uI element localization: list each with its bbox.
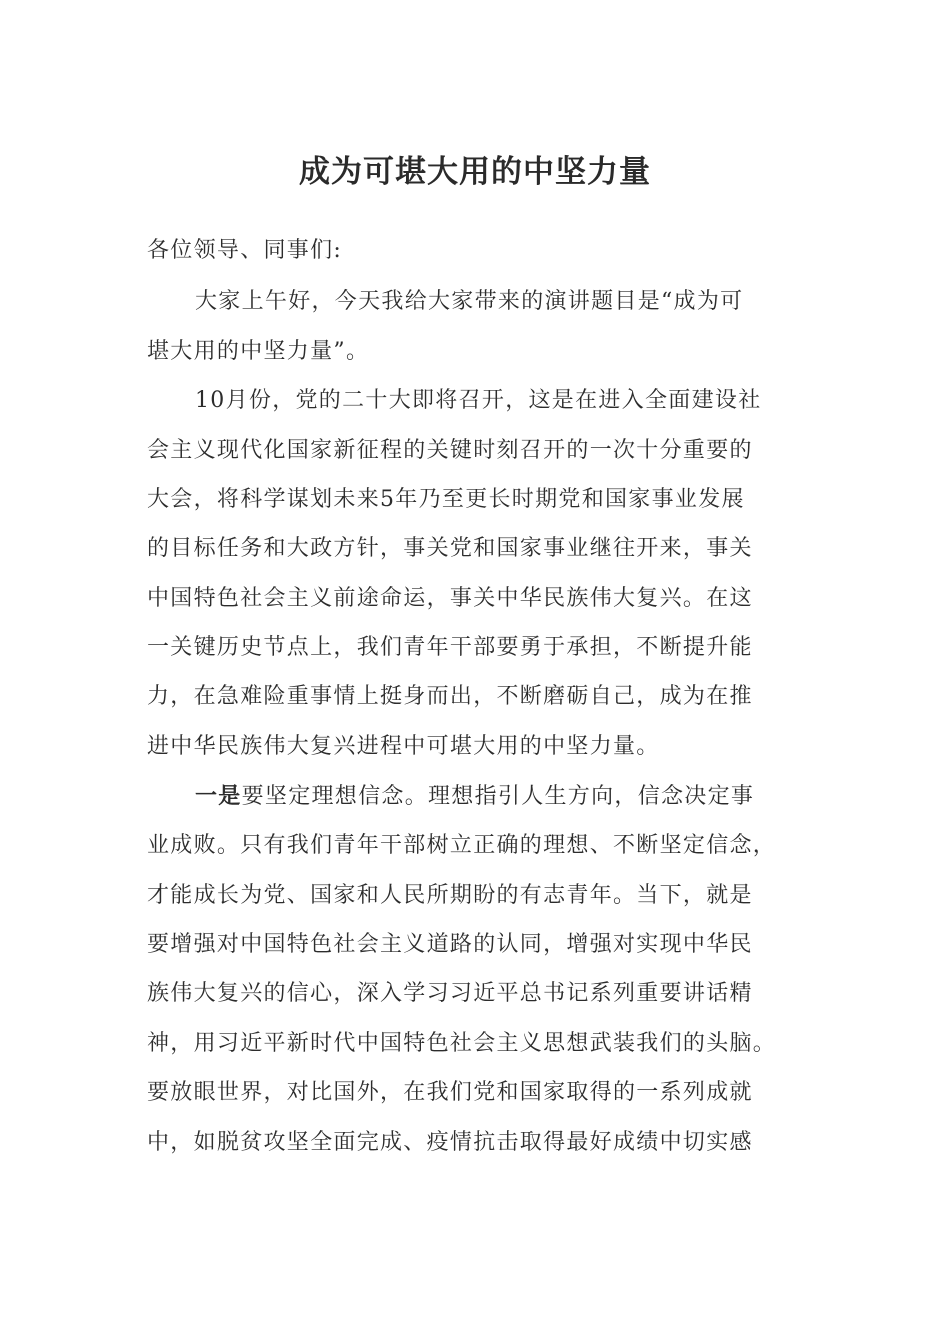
paragraph-line: 的目标任务和大政方针，事关党和国家事业继往开来，事关 <box>147 536 753 561</box>
salutation: 各位领导、同事们: <box>147 238 343 263</box>
paragraph-line: 要增强对中国特色社会主义道路的认同，增强对实现中华民 <box>147 932 753 957</box>
paragraph-line: 中，如脱贫攻坚全面完成、疫情抗击取得最好成绩中切实感 <box>147 1130 753 1155</box>
paragraph-line: 业成败。只有我们青年干部树立正确的理想、不断坚定信念， <box>147 833 777 858</box>
paragraph-line: 族伟大复兴的信心，深入学习习近平总书记系列重要讲话精 <box>147 981 753 1006</box>
paragraph-line: 中国特色社会主义前途命运，事关中华民族伟大复兴。在这 <box>147 586 753 611</box>
paragraph-line: 进中华民族伟大复兴进程中可堪大用的中坚力量。 <box>147 734 660 759</box>
paragraph-line: 神，用习近平新时代中国特色社会主义思想武装我们的头脑。 <box>147 1031 777 1056</box>
paragraph-line: 10月份，党的二十大即将召开，这是在进入全面建设社 <box>195 388 762 413</box>
paragraph-line: 大家上午好，今天我给大家带来的演讲题目是“成为可 <box>195 289 744 314</box>
paragraph-line: 力，在急难险重事情上挺身而出，不断磨砺自己，成为在推 <box>147 684 753 709</box>
point-one-lead: 一是 <box>195 784 242 809</box>
paragraph-line: 会主义现代化国家新征程的关键时刻召开的一次十分重要的 <box>147 438 753 463</box>
paragraph-line: 一关键历史节点上，我们青年干部要勇于承担，不断提升能 <box>147 635 753 660</box>
point-one-text: 要坚定理想信念。理想指引人生方向，信念决定事 <box>241 784 755 809</box>
paragraph-line: 堪大用的中坚力量”。 <box>147 339 370 364</box>
paragraph-line: 要放眼世界，对比国外，在我们党和国家取得的一系列成就 <box>147 1080 753 1105</box>
paragraph-line: 大会，将科学谋划未来5年乃至更长时期党和国家事业发展 <box>147 487 745 512</box>
document-title: 成为可堪大用的中坚力量 <box>299 154 651 190</box>
paragraph-line: 才能成长为党、国家和人民所期盼的有志青年。当下，就是 <box>147 883 753 908</box>
paragraph-line <box>195 782 855 812</box>
